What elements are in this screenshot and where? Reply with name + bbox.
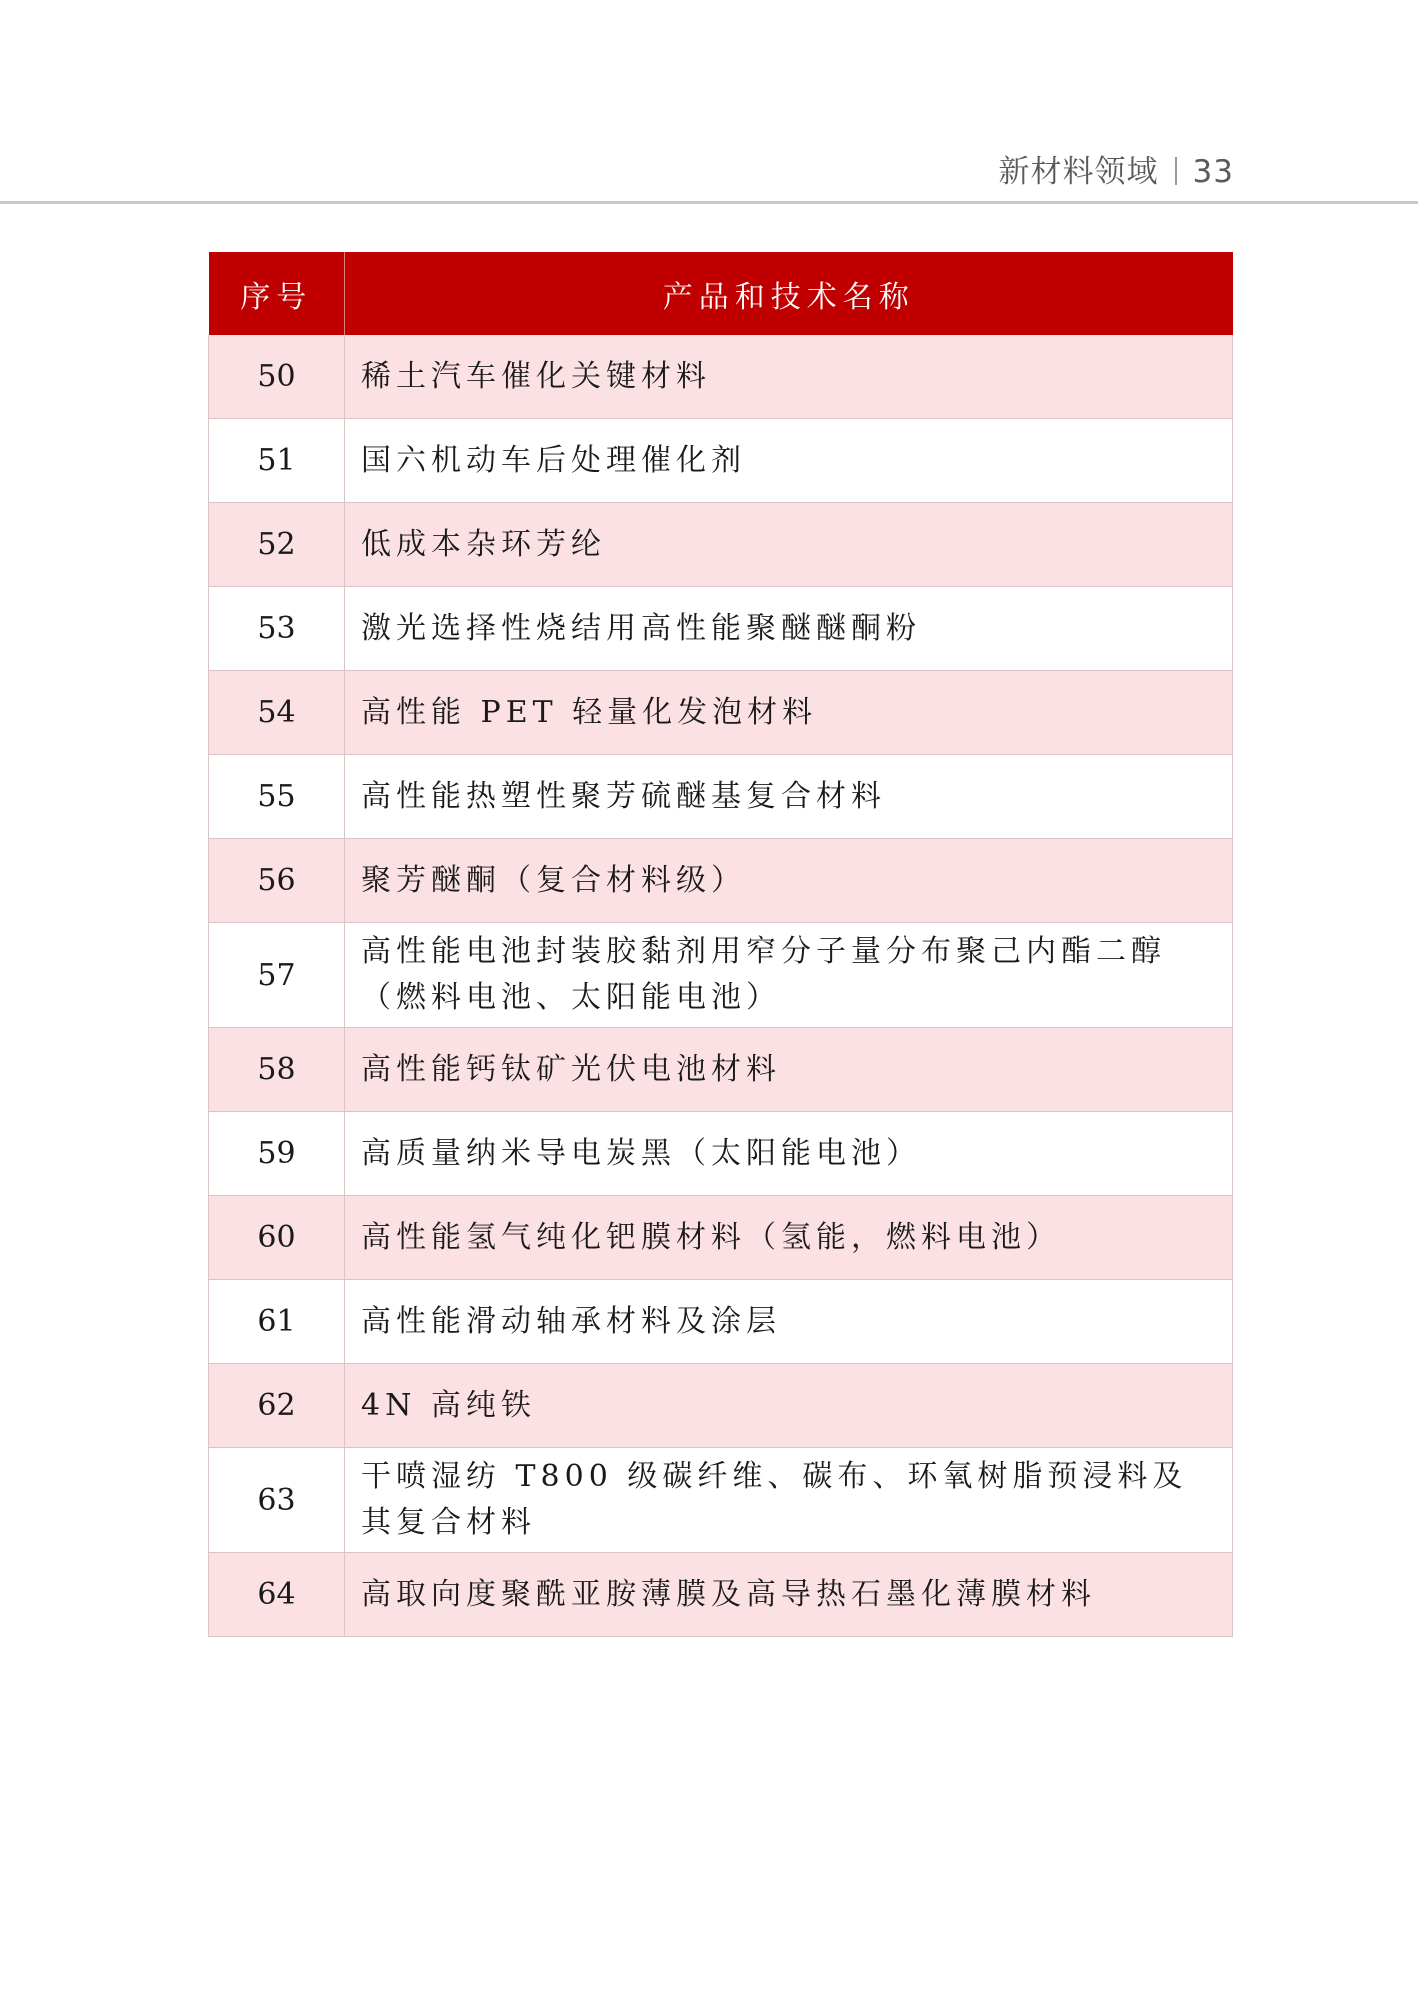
row-number: 59: [209, 1112, 345, 1196]
row-number: 50: [209, 335, 345, 419]
row-number: 58: [209, 1028, 345, 1112]
running-head: [999, 146, 1234, 191]
row-number: 62: [209, 1364, 345, 1448]
table-row: [209, 1364, 1233, 1448]
header-rule: [0, 201, 1418, 204]
row-name: 高性能滑动轴承材料及涂层: [345, 1280, 1233, 1364]
table-row: [209, 839, 1233, 923]
header-separator: [1175, 157, 1177, 185]
row-name: 激光选择性烧结用高性能聚醚醚酮粉: [345, 587, 1233, 671]
row-number: 56: [209, 839, 345, 923]
table-row: [209, 1553, 1233, 1637]
row-name: 高性能电池封装胶黏剂用窄分子量分布聚己内酯二醇（燃料电池、太阳能电池）: [345, 923, 1233, 1028]
row-name: 低成本杂环芳纶: [345, 503, 1233, 587]
row-number: 61: [209, 1280, 345, 1364]
row-name: 高性能钙钛矿光伏电池材料: [345, 1028, 1233, 1112]
row-name: 聚芳醚酮（复合材料级）: [345, 839, 1233, 923]
section-title: 新材料领域: [998, 154, 1159, 190]
table-row: [209, 671, 1233, 755]
row-name: 国六机动车后处理催化剂: [345, 419, 1233, 503]
row-number: 53: [209, 587, 345, 671]
row-number: 57: [209, 923, 345, 1028]
table-row: [209, 923, 1233, 1028]
row-name: 高性能热塑性聚芳硫醚基复合材料: [345, 755, 1233, 839]
table-row: [209, 1112, 1233, 1196]
row-number: 52: [209, 503, 345, 587]
row-name: 稀土汽车催化关键材料: [345, 335, 1233, 419]
row-number: 54: [209, 671, 345, 755]
row-number: 63: [209, 1448, 345, 1553]
row-name: 高质量纳米导电炭黑（太阳能电池）: [345, 1112, 1233, 1196]
table-row: [209, 503, 1233, 587]
row-number: 51: [209, 419, 345, 503]
table-row: [209, 755, 1233, 839]
row-number: 60: [209, 1196, 345, 1280]
table-row: [209, 1028, 1233, 1112]
row-name: 高性能 PET 轻量化发泡材料: [345, 671, 1233, 755]
table-row: [209, 419, 1233, 503]
product-table: [208, 252, 1233, 1637]
row-name: 高性能氢气纯化钯膜材料（氢能，燃料电池）: [345, 1196, 1233, 1280]
page-number: 33: [1192, 154, 1234, 190]
table-row: [209, 1448, 1233, 1553]
header-name: 产品和技术名称: [345, 252, 1233, 335]
row-number: 64: [209, 1553, 345, 1637]
table-row: [209, 335, 1233, 419]
row-name: 干喷湿纺 T800 级碳纤维、碳布、环氧树脂预浸料及其复合材料: [345, 1448, 1233, 1553]
table-row: [209, 1196, 1233, 1280]
row-name: 高取向度聚酰亚胺薄膜及高导热石墨化薄膜材料: [345, 1553, 1233, 1637]
table-row: [209, 1280, 1233, 1364]
row-number: 55: [209, 755, 345, 839]
table-header-row: [209, 252, 1233, 335]
table-row: [209, 587, 1233, 671]
row-name: 4N 高纯铁: [345, 1364, 1233, 1448]
header-number: 序号: [209, 252, 345, 335]
